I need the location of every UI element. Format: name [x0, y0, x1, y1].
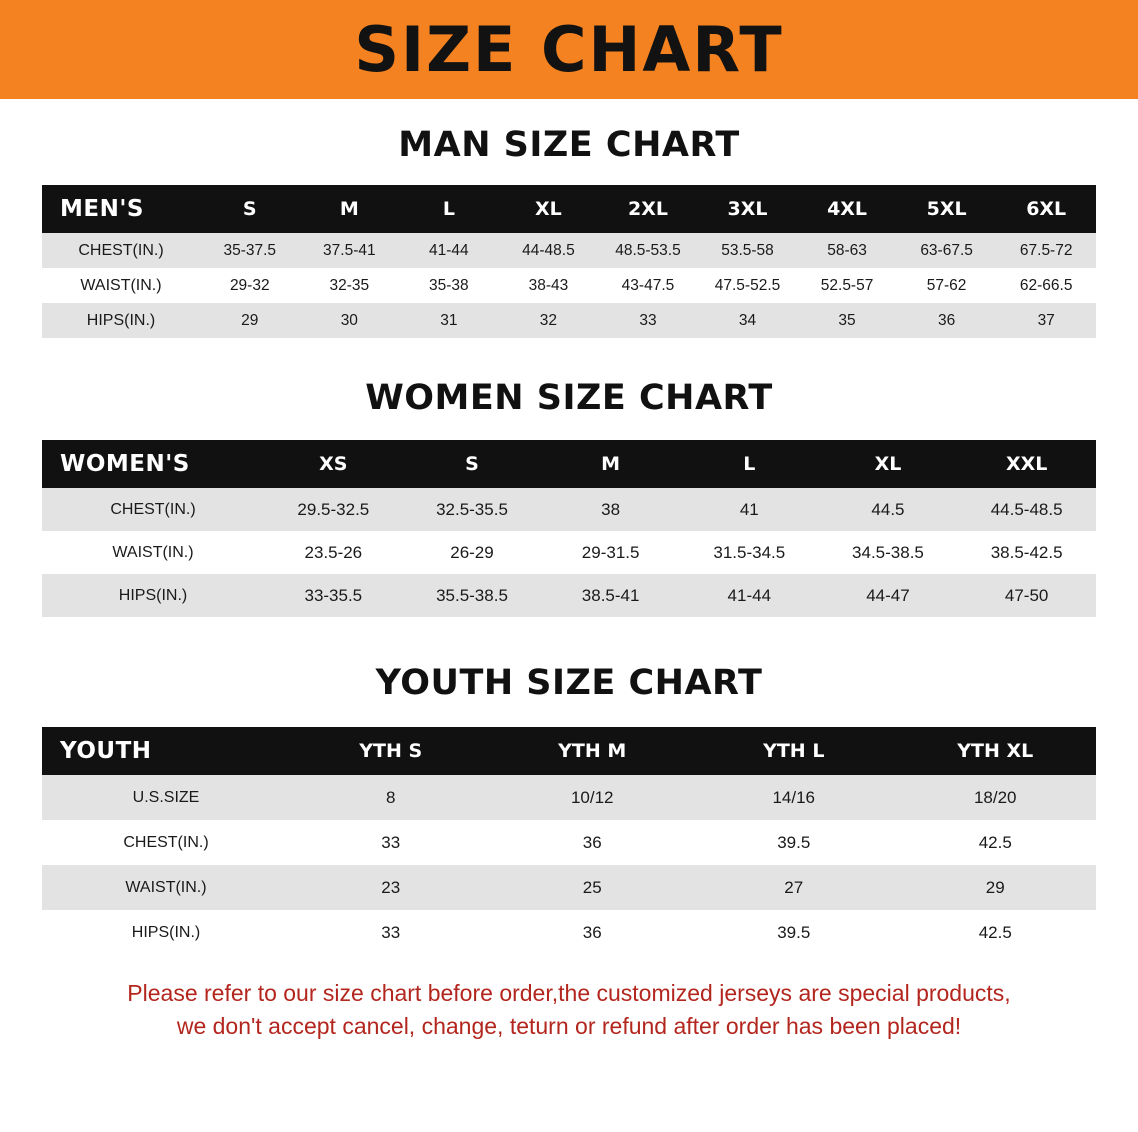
table-cell: 30: [300, 303, 400, 338]
youth-table-wrapper: [42, 727, 1096, 955]
column-header: YOUTH: [60, 738, 152, 764]
table-row: [42, 531, 1096, 574]
table-cell: 31: [399, 303, 499, 338]
column-header: S: [465, 453, 479, 475]
table-header-row: [42, 440, 1096, 488]
women-size-table: [42, 440, 1096, 617]
table-cell: 29.5-32.5: [264, 488, 403, 531]
table-cell: 36: [897, 303, 997, 338]
disclaimer-note: [40, 977, 1098, 1042]
table-cell: 52.5-57: [797, 268, 897, 303]
table-cell: 26-29: [403, 531, 542, 574]
man-section-title: MAN SIZE CHART: [398, 125, 740, 165]
table-cell: 29: [895, 865, 1097, 910]
table-cell: 29-31.5: [541, 531, 680, 574]
table-cell: 35-37.5: [200, 233, 300, 268]
table-cell: 29-32: [200, 268, 300, 303]
table-cell: 34.5-38.5: [819, 531, 958, 574]
table-cell: 32: [499, 303, 599, 338]
table-cell: 38.5-41: [541, 574, 680, 617]
column-header: 5XL: [926, 198, 967, 220]
column-header: WOMEN'S: [60, 451, 190, 477]
table-cell: 25: [492, 865, 694, 910]
row-label: WAIST(IN.): [42, 865, 290, 910]
column-header: 2XL: [627, 198, 668, 220]
table-cell: 8: [290, 775, 492, 820]
table-cell: 39.5: [693, 910, 895, 955]
table-cell: 42.5: [895, 820, 1097, 865]
table-cell: 23.5-26: [264, 531, 403, 574]
table-row: [42, 775, 1096, 820]
table-cell: 14/16: [693, 775, 895, 820]
table-cell: 35-38: [399, 268, 499, 303]
table-cell: 57-62: [897, 268, 997, 303]
table-cell: 27: [693, 865, 895, 910]
table-cell: 42.5: [895, 910, 1097, 955]
column-header: XL: [535, 198, 562, 220]
table-cell: 37: [996, 303, 1096, 338]
column-header: 3XL: [727, 198, 768, 220]
table-cell: 41: [680, 488, 819, 531]
table-row: [42, 865, 1096, 910]
table-cell: 35.5-38.5: [403, 574, 542, 617]
table-cell: 41-44: [680, 574, 819, 617]
column-header: YTH S: [359, 740, 423, 762]
column-header: M: [339, 198, 359, 220]
table-cell: 47-50: [957, 574, 1096, 617]
table-header-row: [42, 727, 1096, 775]
table-cell: 44-47: [819, 574, 958, 617]
table-row: [42, 268, 1096, 303]
table-row: [42, 820, 1096, 865]
table-cell: 34: [698, 303, 798, 338]
column-header: MEN'S: [60, 196, 144, 222]
table-cell: 43-47.5: [598, 268, 698, 303]
table-cell: 67.5-72: [996, 233, 1096, 268]
column-header: 4XL: [827, 198, 868, 220]
column-header: XXL: [1005, 453, 1048, 475]
table-cell: 37.5-41: [300, 233, 400, 268]
row-label: CHEST(IN.): [42, 488, 264, 531]
table-cell: 18/20: [895, 775, 1097, 820]
banner: [0, 0, 1138, 99]
table-cell: 38-43: [499, 268, 599, 303]
column-header: L: [442, 198, 455, 220]
column-header: 6XL: [1026, 198, 1067, 220]
table-cell: 32.5-35.5: [403, 488, 542, 531]
table-cell: 62-66.5: [996, 268, 1096, 303]
table-cell: 58-63: [797, 233, 897, 268]
column-header: M: [601, 453, 621, 475]
youth-size-table: [42, 727, 1096, 955]
disclaimer-line-1: Please refer to our size chart before order,the customized jerseys are special products,: [127, 980, 1011, 1006]
table-row: [42, 488, 1096, 531]
row-label: WAIST(IN.): [42, 268, 200, 303]
man-size-table: [42, 185, 1096, 338]
column-header: S: [242, 198, 257, 220]
table-cell: 33: [290, 910, 492, 955]
table-cell: 35: [797, 303, 897, 338]
table-cell: 44.5: [819, 488, 958, 531]
table-cell: 33-35.5: [264, 574, 403, 617]
row-label: HIPS(IN.): [42, 574, 264, 617]
table-cell: 47.5-52.5: [698, 268, 798, 303]
table-cell: 53.5-58: [698, 233, 798, 268]
table-row: [42, 303, 1096, 338]
row-label: U.S.SIZE: [42, 775, 290, 820]
youth-section-title: YOUTH SIZE CHART: [375, 663, 763, 703]
table-cell: 10/12: [492, 775, 694, 820]
table-cell: 36: [492, 820, 694, 865]
table-cell: 23: [290, 865, 492, 910]
column-header: XL: [874, 453, 902, 475]
table-cell: 48.5-53.5: [598, 233, 698, 268]
table-cell: 38: [541, 488, 680, 531]
table-cell: 44.5-48.5: [957, 488, 1096, 531]
table-cell: 33: [290, 820, 492, 865]
table-cell: 44-48.5: [499, 233, 599, 268]
man-table-wrapper: [42, 185, 1096, 338]
table-cell: 31.5-34.5: [680, 531, 819, 574]
table-cell: 39.5: [693, 820, 895, 865]
column-header: YTH XL: [957, 740, 1034, 762]
table-row: [42, 233, 1096, 268]
row-label: CHEST(IN.): [42, 233, 200, 268]
table-cell: 63-67.5: [897, 233, 997, 268]
table-cell: 38.5-42.5: [957, 531, 1096, 574]
table-cell: 32-35: [300, 268, 400, 303]
disclaimer-line-2: we don't accept cancel, change, teturn or refund after order has been placed!: [176, 1012, 962, 1039]
table-cell: 29: [200, 303, 300, 338]
row-label: HIPS(IN.): [42, 910, 290, 955]
women-table-wrapper: [42, 440, 1096, 617]
women-section-title: WOMEN SIZE CHART: [365, 378, 773, 418]
table-cell: 36: [492, 910, 694, 955]
row-label: HIPS(IN.): [42, 303, 200, 338]
table-cell: 33: [598, 303, 698, 338]
table-cell: 41-44: [399, 233, 499, 268]
row-label: CHEST(IN.): [42, 820, 290, 865]
table-row: [42, 574, 1096, 617]
column-header: YTH M: [558, 740, 627, 762]
column-header: YTH L: [763, 740, 825, 762]
table-row: [42, 910, 1096, 955]
column-header: XS: [319, 453, 348, 475]
row-label: WAIST(IN.): [42, 531, 264, 574]
column-header: L: [743, 453, 756, 475]
table-header-row: [42, 185, 1096, 233]
page-title: SIZE CHART: [354, 12, 784, 86]
